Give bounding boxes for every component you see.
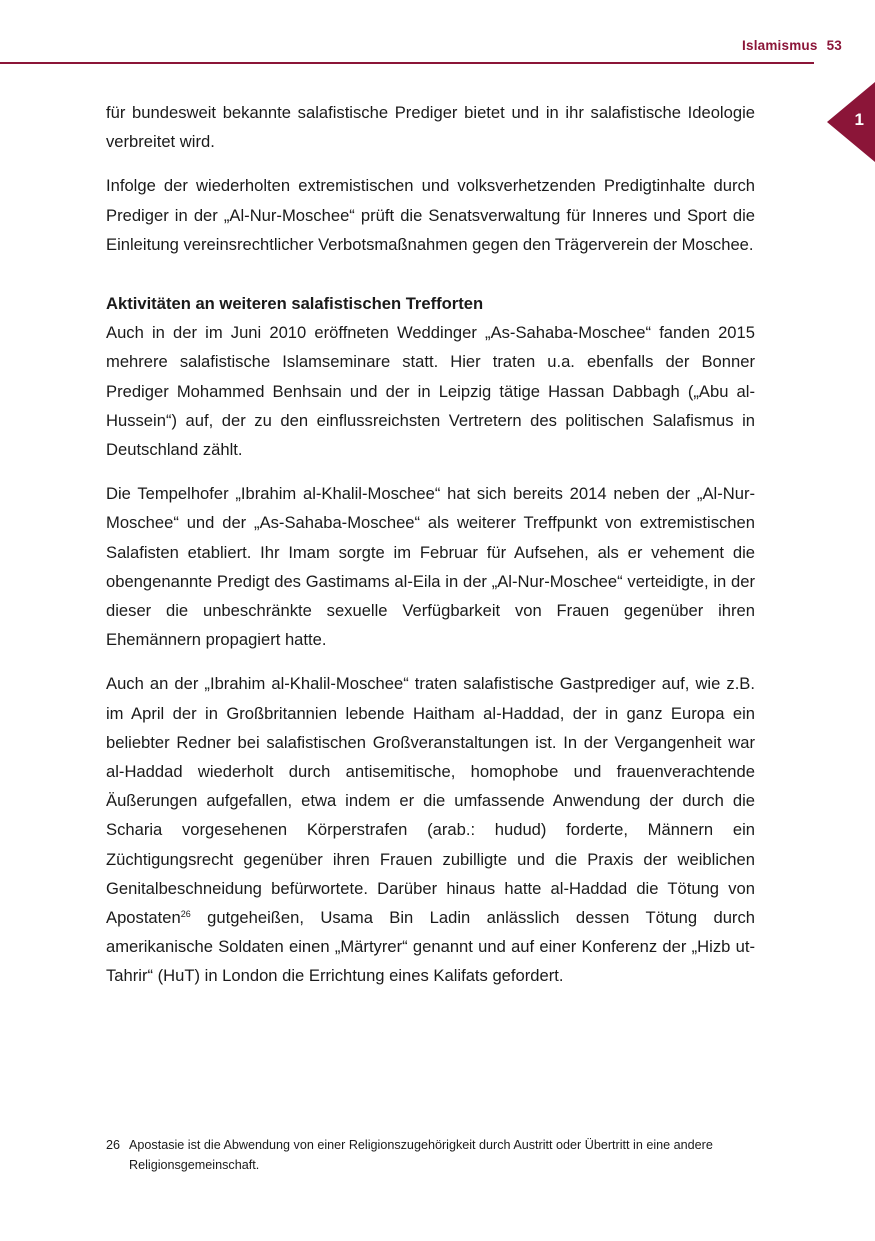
section-title: Islamismus: [742, 38, 818, 53]
paragraph-5-text-a: Auch an der „Ibrahim al-Khalil-Moschee“ traten salafistische Gastprediger auf, wie z.B. im April der in Großbritannien lebende Haitham al-Haddad, der in ganz Europa ein beliebter Redner bei salafistischen Großveranstaltungen ist. In der Vergangenheit war al-Haddad wiederholt durch antisemitische, homophobe und frauenverachtende Äußerungen aufgefallen, etwa indem er die umfassende Anwendung der durch die Scharia vorgesehenen Körperstrafen (arab.: hudud) forderte, Männern ein Züchtigungsrecht gegenüber ihren Frauen zubilligte und die Praxis der weiblichen Genitalbeschneidung befürwortete. Darüber hinaus hatte al-Haddad die Tötung von Apostaten: [106, 674, 755, 928]
footnote-text: Apostasie ist die Abwendung von einer Religionszugehörigkeit durch Austritt oder Übertritt in eine andere Religionsgemeinschaft.: [129, 1138, 713, 1172]
section-heading: Aktivitäten an weiteren salafistischen Trefforten: [106, 294, 484, 314]
chapter-number: 1: [854, 110, 864, 129]
main-content: [106, 98, 755, 1006]
header-rule: [0, 62, 814, 64]
paragraph-4: Die Tempelhofer „Ibrahim al-Khalil-Moschee“ hat sich bereits 2014 neben der „Al-Nur-Moschee“ und der „As-Sahaba-Moschee“ als weiterer Treffpunkt von extremistischen Salafisten etabliert. Ihr Imam sorgte im Februar für Aufsehen, als er vehement die obengenannte Predigt des Gastimams al-Eila in der „Al-Nur-Moschee“ verteidigte, in der dieser die unbeschränkte sexuelle Verfügbarkeit von Frauen gegenüber ihren Ehemännern propagiert hatte.: [106, 484, 755, 650]
footnote: [106, 1135, 755, 1175]
paragraph-2: Infolge der wiederholten extremistischen und volksverhetzenden Predigtinhalte durch Prediger in der „Al-Nur-Moschee“ prüft die Senatsverwaltung für Inneres und Sport die Einleitung vereinsrechtlicher Verbotsmaßnahmen gegen den Trägerverein der Moschee.: [106, 176, 755, 254]
paragraph-5-text-b: gutgeheißen, Usama Bin Ladin anlässlich dessen Tötung durch amerikanische Soldaten einen „Märtyrer“ genannt und auf einer Konferenz der „Hizb ut-Tahrir“ (HuT) in London die Errichtung eines Kalifats gefordert.: [106, 908, 755, 986]
chapter-tab-triangle-icon: [827, 82, 875, 162]
footnote-number: 26: [106, 1138, 121, 1152]
paragraph-5: [106, 669, 755, 990]
paragraph-1: für bundesweit bekannte salafistische Prediger bietet und in ihr salafistische Ideologie verbreitet wird.: [106, 103, 755, 152]
running-header: [742, 38, 842, 53]
paragraph-3: Auch in der im Juni 2010 eröffneten Weddinger „As-Sahaba-Moschee“ fanden 2015 mehrere salafistische Islamseminare statt. Hier traten u.a. ebenfalls der Bonner Prediger Mohammed Benhsain und der in Leipzig tätige Hassan Dabbagh („Abu al-Hussein“) auf, der zu den einflussreichsten Vertretern des politischen Salafismus in Deutschland zählt.: [106, 323, 755, 460]
chapter-tab: [827, 82, 875, 162]
page-number: 53: [826, 38, 842, 53]
footnote-reference[interactable]: 26: [180, 909, 191, 920]
